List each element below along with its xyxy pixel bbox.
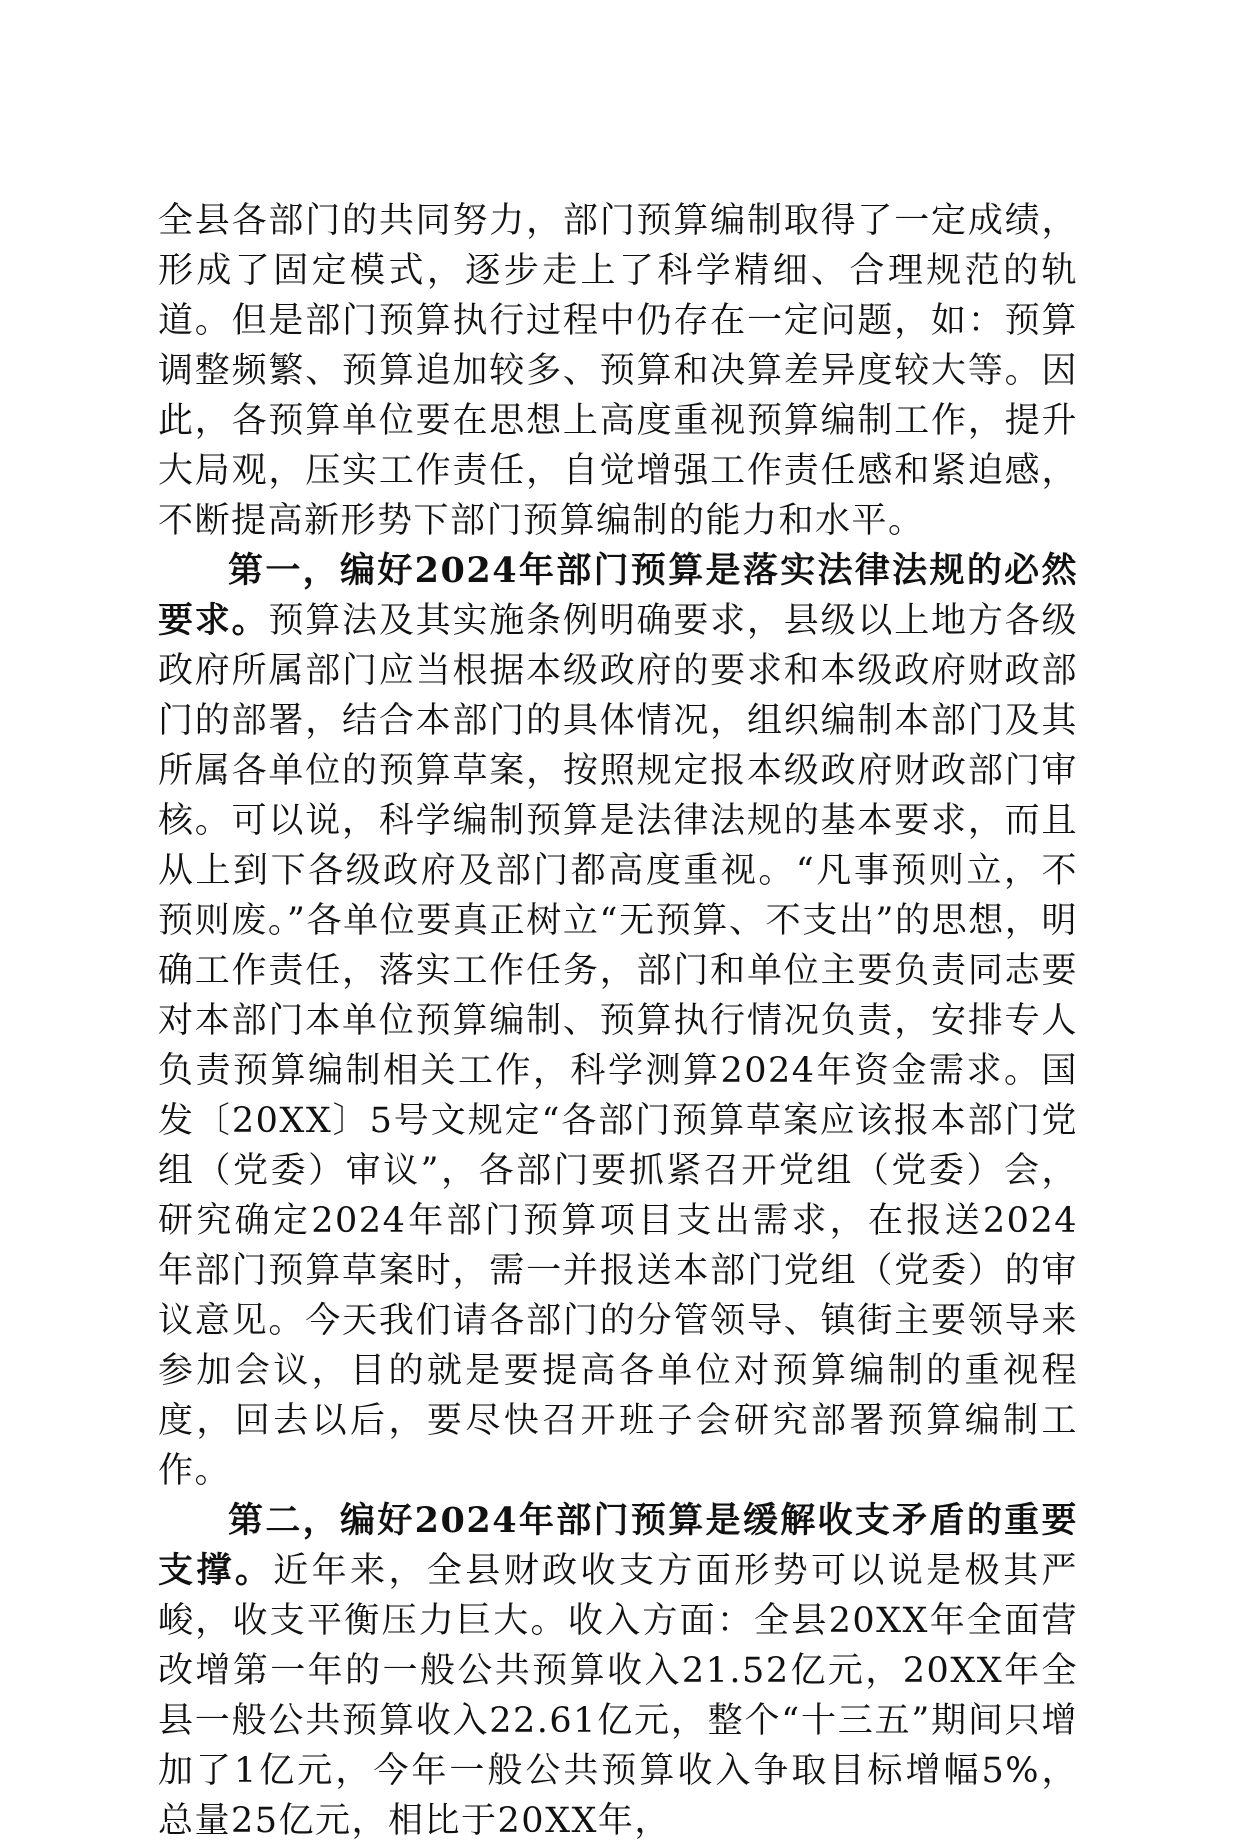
paragraph-2-text: 预算法及其实施条例明确要求，县级以上地方各级政府所属部门应当根据本级政府的要求和本级政府财政部门的部署，结合本部门的具体情况，组织编制本部门及其所属各单位的预算草案，按照规定报本级政府财政部门审核。可以说，科学编制预算是法律法规的基本要求，而且从上到下各级政府及部门都高度重视。“凡事预则立，不预则废。”各单位要真正树立“无预算、不支出”的思想，明确工作责任，落实工作任务，部门和单位主要负责同志要对本部门本单位预算编制、预算执行情况负责，安排专人负责预算编制相关工作，科学测算2024年资金需求。国发〔20XX〕5号文规定“各部门预算草案应该报本部门党组（党委）审议”，各部门要抓紧召开党组（党委）会，研究确定2024年部门预算项目支出需求，在报送2024年部门预算草案时，需一并报送本部门党组（党委）的审议意见。今天我们请各部门的分管领导、镇街主要领导来参加会议，目的就是要提高各单位对预算编制的重视程度，回去以后，要尽快召开班子会研究部署预算编制工作。 <box>158 601 1078 1491</box>
paragraph-1 <box>158 196 1078 546</box>
document-page <box>158 196 1078 1846</box>
paragraph-2-heading: 第一，编好2024年部门预算是落实法律法规的必然要求。 <box>158 550 1078 641</box>
paragraph-3 <box>158 1496 1078 1846</box>
paragraph-1-text: 全县各部门的共同努力，部门预算编制取得了一定成绩，形成了固定模式，逐步走上了科学精细、合理规范的轨道。但是部门预算执行过程中仍存在一定问题，如：预算调整频繁、预算追加较多、预算和决算差异度较大等。因此，各预算单位要在思想上高度重视预算编制工作，提升大局观，压实工作责任，自觉增强工作责任感和紧迫感，不断提高新形势下部门预算编制的能力和水平。 <box>158 201 1078 541</box>
paragraph-3-heading: 第二，编好2024年部门预算是缓解收支矛盾的重要支撑。 <box>158 1500 1078 1591</box>
paragraph-2 <box>158 546 1078 1496</box>
paragraph-3-text: 近年来，全县财政收支方面形势可以说是极其严峻，收支平衡压力巨大。收入方面：全县20XX年全面营改增第一年的一般公共预算收入21.52亿元，20XX年全县一般公共预算收入22.61亿元，整个“十三五”期间只增加了1亿元，今年一般公共预算收入争取目标增幅5%，总量25亿元，相比于20XX年， <box>158 1551 1078 1841</box>
